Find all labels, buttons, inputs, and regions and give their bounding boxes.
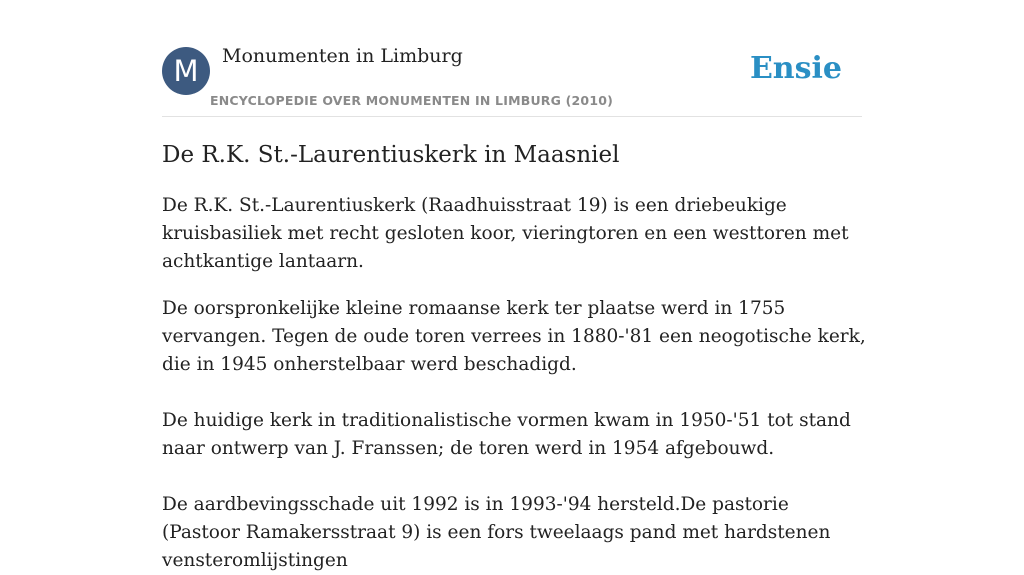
site-subtitle: ENCYCLOPEDIE OVER MONUMENTEN IN LIMBURG (2010) <box>210 93 614 108</box>
article-paragraph: De R.K. St.-Laurentiuskerk (Raadhuisstraat 19) is een driebeukige kruisbasiliek met recht gesloten koor, vieringtoren en een westtoren met achtkantige lantaarn. <box>162 195 849 272</box>
article-paragraph: De huidige kerk in traditionalistische vormen kwam in 1950-'51 tot stand naar ontwerp van J. Franssen; de toren werd in 1954 afgebouwd. <box>162 410 851 459</box>
article <box>162 138 867 575</box>
article-paragraph: De aardbevingsschade uit 1992 is in 1993-'94 hersteld.De pastorie (Pastoor Ramakersstraat 9) is een fors tweelaags pand met hardstenen vensteromlijstingen <box>162 494 831 571</box>
article-title: De R.K. St.-Laurentiuskerk in Maasniel <box>162 142 620 168</box>
site-title[interactable]: Monumenten in Limburg <box>222 45 463 67</box>
article-paragraph: De oorspronkelijke kleine romaanse kerk ter plaatse werd in 1755 vervangen. Tegen de oude toren verrees in 1880-'81 een neogotische kerk, die in 1945 onherstelbaar werd beschadigd. <box>162 298 866 375</box>
brand-logo[interactable]: Ensie <box>749 51 842 86</box>
site-header <box>162 47 862 117</box>
avatar[interactable]: M <box>162 47 210 95</box>
